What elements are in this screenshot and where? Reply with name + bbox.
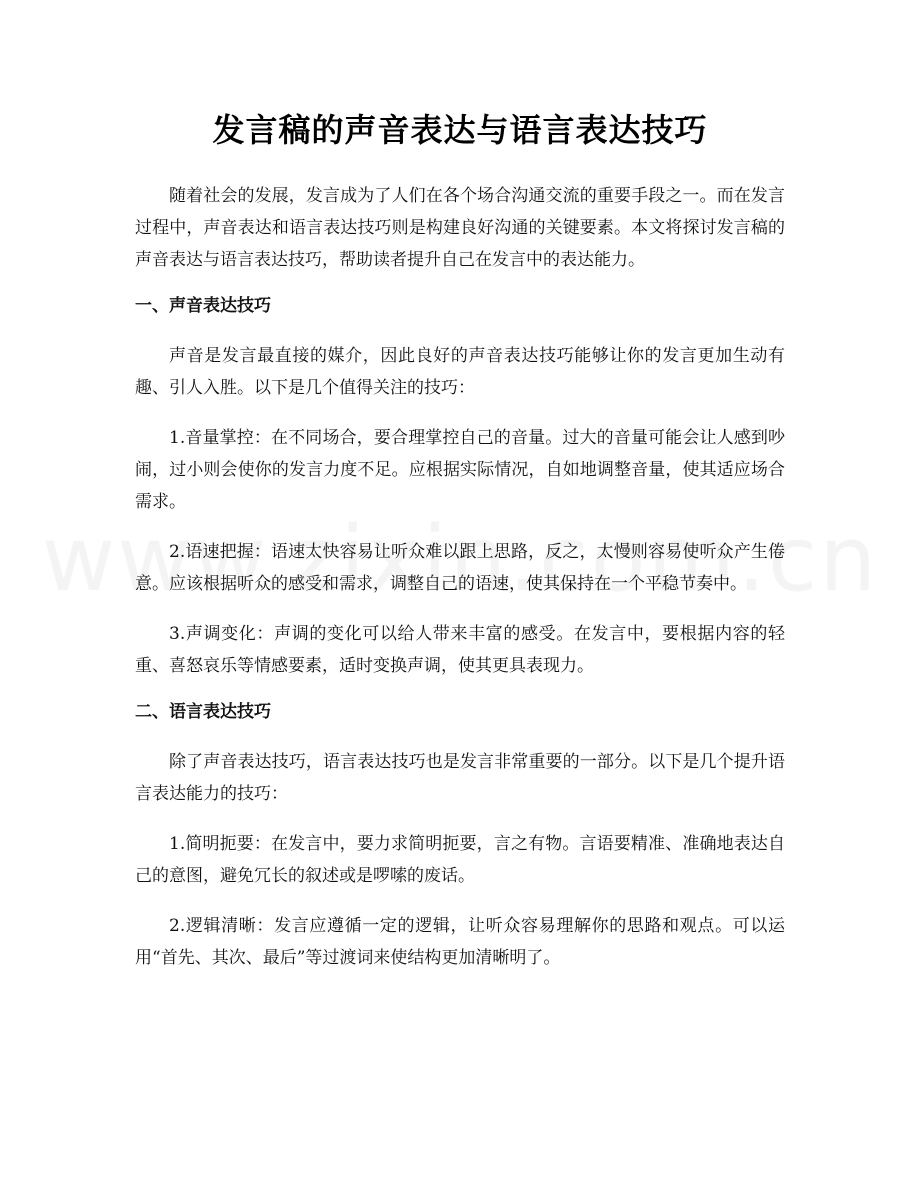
section-lead-voice: 声音是发言最直接的媒介，因此良好的声音表达技巧能够让你的发言更加生动有趣、引人入胜。以下是几个值得关注的技巧： — [135, 346, 785, 398]
language-item-concise: 1.简明扼要：在发言中，要力求简明扼要，言之有物。言语要精准、准确地表达自己的意图，避免冗长的叙述或是啰嗦的废话。 — [135, 834, 785, 886]
page-title: 发言稿的声音表达与语言表达技巧 — [212, 111, 708, 149]
document-body — [135, 180, 785, 992]
intro-paragraph: 随着社会的发展，发言成为了人们在各个场合沟通交流的重要手段之一。而在发言过程中，声音表达和语言表达技巧则是构建良好沟通的关键要素。本文将探讨发言稿的声音表达与语言表达技巧，帮助读者提升自己在发言中的表达能力。 — [135, 186, 785, 270]
voice-item-volume: 1.音量掌控：在不同场合，要合理掌控自己的音量。过大的音量可能会让人感到吵闹，过小则会使你的发言力度不足。应根据实际情况，自如地调整音量，使其适应场合需求。 — [135, 428, 785, 512]
section-heading-language: 二、语言表达技巧 — [135, 702, 271, 722]
language-item-logic: 2.逻辑清晰：发言应遵循一定的逻辑，让听众容易理解你的思路和观点。可以运用“首先、其次、最后”等过渡词来使结构更加清晰明了。 — [135, 916, 785, 968]
section-lead-language: 除了声音表达技巧，语言表达技巧也是发言非常重要的一部分。以下是几个提升语言表达能力的技巧： — [135, 752, 785, 804]
voice-item-speed: 2.语速把握：语速太快容易让听众难以跟上思路，反之，太慢则容易使听众产生倦意。应该根据听众的感受和需求，调整自己的语速，使其保持在一个平稳节奏中。 — [135, 542, 785, 594]
section-heading-voice: 一、声音表达技巧 — [135, 296, 271, 316]
voice-item-tone: 3.声调变化：声调的变化可以给人带来丰富的感受。在发言中，要根据内容的轻重、喜怒哀乐等情感要素，适时变换声调，使其更具表现力。 — [135, 624, 785, 676]
